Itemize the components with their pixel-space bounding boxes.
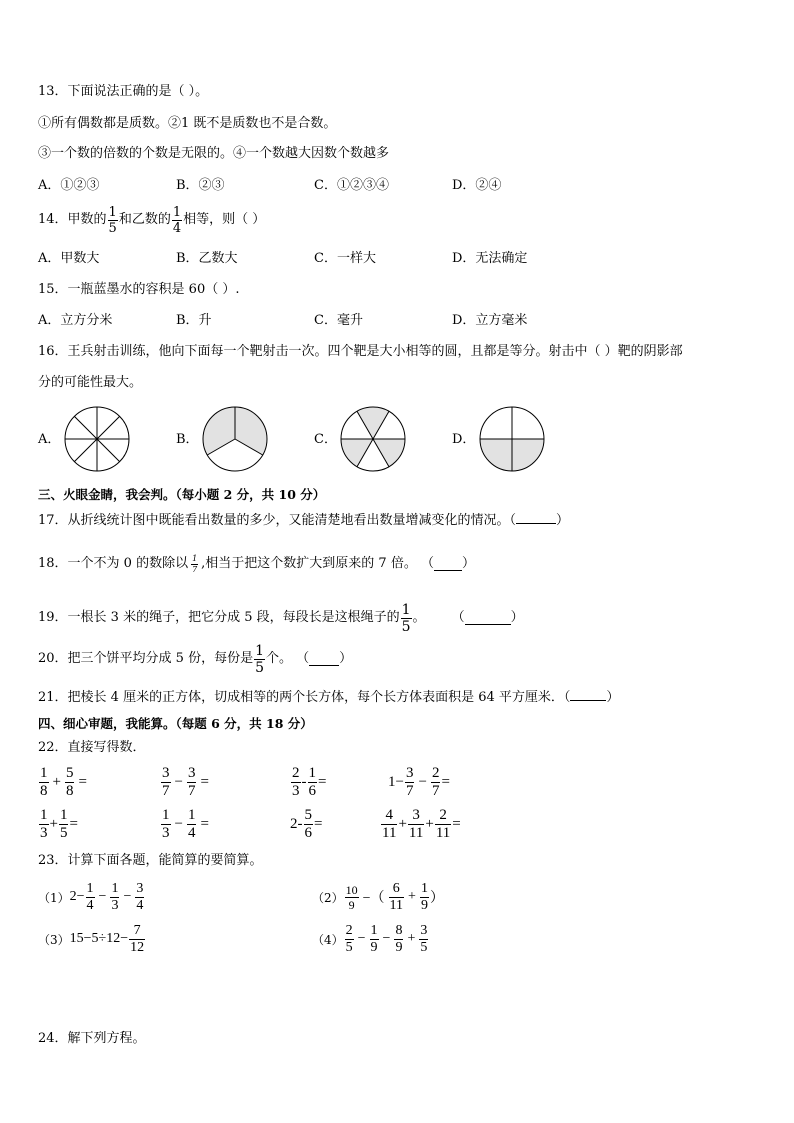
q16-stem-line-1: 16．王兵射击训练，他向下面每一个靶射击一次。四个靶是大小相等的圆，且都是等分。射击中（ ）靶的阴影部 xyxy=(38,344,683,359)
q14-option-b[interactable]: B．乙数大 xyxy=(176,251,238,266)
q19-text-pre: 19．一根长 3 米的绳子，把它分成 5 段，每段长是这根绳子的 xyxy=(38,610,400,625)
q15-stem: 15．一瓶蓝墨水的容积是 60（ ）. xyxy=(38,282,240,297)
q23-problem-1: （1） 2− $\frac{1}{4}$ − $\frac{1}{3}$ − $\frac{3}{4}$ xyxy=(38,880,144,913)
q20-answer-blank[interactable] xyxy=(309,653,339,666)
q19-fraction: $\frac{1}{5}$ xyxy=(401,601,411,635)
q16-stem-line-2: 分的可能性最大。 xyxy=(38,375,143,390)
q16-option-c-label[interactable]: C． xyxy=(314,432,337,447)
q17-answer-blank[interactable] xyxy=(516,511,556,524)
q13-option-b[interactable]: B．②③ xyxy=(176,178,225,193)
fraction: $\frac{3}{7}$ xyxy=(162,764,170,799)
fraction: $\frac{5}{6}$ xyxy=(304,806,312,841)
q22-expr-6: $\frac{1}{3}$ − $\frac{1}{4}$ = xyxy=(162,806,209,841)
q13-option-a[interactable]: A．①②③ xyxy=(38,178,100,193)
q18-fraction: $\frac{1}{7}$ xyxy=(192,553,198,574)
q18-text-pre: 18．一个不为 0 的数除以 xyxy=(38,556,189,571)
q22-expr-7: 2- $\frac{5}{6}$ = xyxy=(290,806,323,841)
fraction: $\frac{2}{7}$ xyxy=(431,764,440,799)
fraction: $\frac{1}{9}$ xyxy=(420,880,428,913)
q14-option-c[interactable]: C．一样大 xyxy=(314,251,376,266)
q20 xyxy=(38,641,352,677)
q21 xyxy=(38,688,619,706)
q13-option-d[interactable]: D．②④ xyxy=(452,178,502,193)
q20-text-post: 个。 （ xyxy=(266,651,310,666)
q20-text-pre: 20．把三个饼平均分成 5 份，每份是 xyxy=(38,651,254,666)
q15-option-a[interactable]: A．立方分米 xyxy=(38,313,113,328)
q22-expr-2: $\frac{3}{7}$ − $\frac{3}{7}$ = xyxy=(162,764,209,799)
q22-expr-4: 1− $\frac{3}{7}$ − $\frac{2}{7}$ = xyxy=(388,764,450,799)
q23-problem-4: （4） $\frac{2}{5}$ − $\frac{1}{9}$ − $\frac{8}{9}$ + $\frac{3}{5}$ xyxy=(312,922,428,955)
q14-fraction-1: $\frac{1}{5}$ xyxy=(108,204,117,236)
fraction: $\frac{2}{11}$ xyxy=(435,806,451,841)
q18-text-post: ,相当于把这个数扩大到原来的 7 倍。 （ xyxy=(201,556,434,571)
fraction: $\frac{2}{3}$ xyxy=(292,764,300,799)
q16-option-a-label[interactable]: A． xyxy=(38,432,61,447)
q16-option-d-label[interactable]: D． xyxy=(452,432,476,447)
q13-option-c[interactable]: C．①②③④ xyxy=(314,178,389,193)
q18 xyxy=(38,550,475,578)
fraction: $\frac{1}{6}$ xyxy=(308,764,316,799)
section-3-title: 三、火眼金睛，我会判。（每小题 2 分，共 10 分） xyxy=(38,487,326,502)
fraction: $\frac{1}{3}$ xyxy=(162,806,170,841)
fraction: $\frac{3}{5}$ xyxy=(420,922,428,955)
q19-close: ） xyxy=(510,610,524,625)
q14-text-mid: 和乙数的 xyxy=(118,212,171,227)
q16-target-c[interactable] xyxy=(339,405,407,473)
fraction: $\frac{1}{3}$ xyxy=(40,806,48,841)
q16-target-d[interactable] xyxy=(478,405,546,473)
fraction: $\frac{4}{11}$ xyxy=(382,806,397,841)
q14-stem xyxy=(38,202,265,238)
fraction: $\frac{7}{12}$ xyxy=(130,922,145,955)
q19-text-post: 。 xyxy=(412,610,426,625)
q24-stem: 24．解下列方程。 xyxy=(38,1031,146,1046)
q19-answer-blank[interactable] xyxy=(465,612,511,625)
q14-option-d[interactable]: D．无法确定 xyxy=(452,251,528,266)
q21-close: ） xyxy=(606,690,620,705)
q16-target-a[interactable] xyxy=(63,405,131,473)
q13-stem: 13．下面说法正确的是（ ）。 xyxy=(38,84,209,99)
q16-target-b[interactable] xyxy=(201,405,269,473)
q16-option-b-label[interactable]: B． xyxy=(176,432,199,447)
q14-text-pre: 14．甲数的 xyxy=(38,212,107,227)
q19-open: （ xyxy=(451,610,465,625)
fraction: $\frac{3}{4}$ xyxy=(136,880,144,913)
q21-text: 21．把棱长 4 厘米的正方体，切成相等的两个长方体，每个长方体表面积是 64 平方厘米．（ xyxy=(38,690,571,705)
q22-expr-5: $\frac{1}{3}$ + $\frac{1}{5}$ = xyxy=(40,806,78,841)
q23-problem-3: （3） 15−5÷12− $\frac{7}{12}$ xyxy=(38,922,145,955)
q19 xyxy=(38,598,524,638)
q22-expr-8: $\frac{4}{11}$ + $\frac{3}{11}$ + $\frac{2}{11}$ = xyxy=(382,806,461,841)
q13-statement-2: ③一个数的倍数的个数是无限的。④一个数越大因数个数越多 xyxy=(38,146,390,161)
q23-problem-2: （2） $\frac{10}{9}$ −（ $\frac{6}{11}$ + $\frac{1}{9}$ ） xyxy=(312,880,444,913)
q18-close: ） xyxy=(461,556,475,571)
fraction: $\frac{8}{9}$ xyxy=(395,922,403,955)
q21-answer-blank[interactable] xyxy=(570,688,606,701)
fraction: $\frac{2}{5}$ xyxy=(345,922,353,955)
q15-option-d[interactable]: D．立方毫米 xyxy=(452,313,528,328)
q18-answer-blank[interactable] xyxy=(434,558,462,571)
q20-fraction: $\frac{1}{5}$ xyxy=(255,642,264,676)
q23-stem: 23．计算下面各题，能简算的要简算。 xyxy=(38,853,263,868)
section-4-title: 四、细心审题，我能算。（每题 6 分，共 18 分） xyxy=(38,716,313,731)
q15-option-c[interactable]: C．毫升 xyxy=(314,313,363,328)
fraction: $\frac{1}{3}$ xyxy=(111,880,119,913)
q17-close: ） xyxy=(556,513,570,528)
fraction: $\frac{6}{11}$ xyxy=(389,880,404,913)
fraction: $\frac{3}{7}$ xyxy=(187,764,196,799)
fraction: $\frac{3}{7}$ xyxy=(405,764,414,799)
fraction: $\frac{10}{9}$ xyxy=(345,882,358,912)
fraction: $\frac{1}{4}$ xyxy=(187,806,196,841)
q14-text-post: 相等，则（ ） xyxy=(183,212,266,227)
q15-option-b[interactable]: B．升 xyxy=(176,313,212,328)
fraction: $\frac{1}{5}$ xyxy=(59,806,68,841)
q17-text: 17．从折线统计图中既能看出数量的多少，又能清楚地看出数量增减变化的情况。（ xyxy=(38,513,517,528)
q13-statement-1: ①所有偶数都是质数。②1 既不是质数也不是合数。 xyxy=(38,116,337,131)
q22-expr-1: $\frac{1}{8}$ + $\frac{5}{8}$ = xyxy=(40,764,87,799)
fraction: $\frac{5}{8}$ xyxy=(65,764,74,799)
fraction: $\frac{3}{11}$ xyxy=(408,806,424,841)
q14-fraction-2: $\frac{1}{4}$ xyxy=(172,204,182,236)
q22-expr-3: $\frac{2}{3}$ - $\frac{1}{6}$ = xyxy=(292,764,327,799)
q17 xyxy=(38,511,569,529)
fraction: $\frac{1}{8}$ xyxy=(40,764,48,799)
q22-stem: 22．直接写得数． xyxy=(38,740,146,755)
q14-option-a[interactable]: A．甲数大 xyxy=(38,251,100,266)
fraction: $\frac{1}{9}$ xyxy=(370,922,378,955)
q20-close: ） xyxy=(339,651,353,666)
fraction: $\frac{1}{4}$ xyxy=(86,880,94,913)
